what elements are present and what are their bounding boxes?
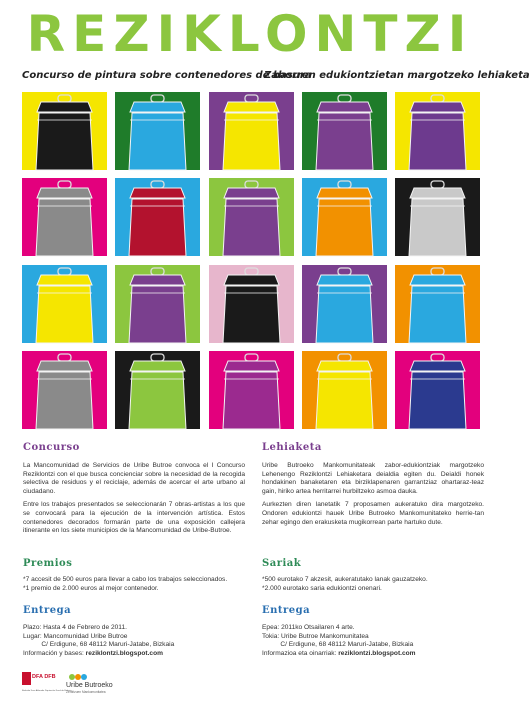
premios-text [23,576,245,593]
heading-premios: Premios [23,558,73,569]
artwork-tile [209,92,294,170]
entrega-eu-line-3: C/ Erdigune, 68 48112 Maruri-Jatabe, Bizkaia [262,641,414,649]
container-artwork-grid [22,92,480,429]
garbage-container-icon [395,351,480,429]
premios-line-2: *1 premio de 2.000 euros al mejor contenedor. [23,584,159,592]
artwork-tile [22,265,107,343]
garbage-container-icon [209,265,294,343]
entrega-es-text [23,624,245,658]
subtitle-basque: Zaborren edukiontzietan margotzeko lehiaketa [264,70,530,81]
garbage-container-icon [115,178,200,256]
garbage-container-icon [302,92,387,170]
garbage-container-icon [209,351,294,429]
entrega-es-line-1: Plazo: Hasta 4 de Febrero de 2011. [23,624,127,631]
concurso-paragraph-1: La Mancomunidad de Servicios de Uribe Butroe convoca el I Concurso Reziklontzi con el que busca concienciar sobre la necesidad de la recogida selectiva de residuos y el reciclaje, además de acercar el arte urbano al ciudadano. [23,462,245,495]
garbage-container-icon [115,351,200,429]
blog-link-eu[interactable]: reziklontzi.blogspot.com [338,649,416,657]
lehiaketa-text [262,462,484,532]
logo2-caption: Zerbitzuen Mankomunitatea [66,690,106,694]
garbage-container-icon [302,351,387,429]
artwork-tile [115,265,200,343]
lehiaketa-paragraph-1: Uribe Butroeko Mankomunitateak zabor-edukiontziak margotzeko Lehenengo Reziklontzi Lehiaketara deialdia egiten du. Deialdi honek hondakinen banaketaren eta birziklapenaren garrantziaz ohartaraz-teaz gain, hiriko artea herritarrei hurbiltzeko asmoa dauka. [262,462,484,495]
artwork-tile [115,92,200,170]
garbage-container-icon [22,92,107,170]
sariak-text [262,576,484,593]
artwork-tile [302,178,387,256]
uribe-butroeko-logo [66,672,138,694]
entrega-es-line-4 [23,650,245,659]
artwork-tile [302,265,387,343]
artwork-tile [395,92,480,170]
entrega-eu-line-2: Tokia: Uribe Butroe Mankomunitatea [262,632,369,640]
artwork-tile [395,178,480,256]
garbage-container-icon [22,265,107,343]
garbage-container-icon [395,92,480,170]
premios-line-1: *7 accesit de 500 euros para llevar a cabo los trabajos seleccionados. [23,576,228,583]
garbage-container-icon [22,351,107,429]
page-title: REZIKLONTZI [26,5,474,63]
heading-sariak: Sariak [262,558,302,569]
garbage-container-icon [395,265,480,343]
garbage-container-icon [395,178,480,256]
artwork-tile [115,178,200,256]
garbage-container-icon [115,92,200,170]
concurso-text [23,462,245,541]
artwork-tile [209,351,294,429]
entrega-es-line-2: Lugar: Mancomunidad Uribe Butroe [23,632,128,640]
entrega-es-line-3: C/ Erdigune, 68 48112 Maruri-Jatabe, Bizkaia [23,641,175,649]
heading-lehiaketa: Lehiaketa [262,442,322,453]
artwork-tile [115,351,200,429]
garbage-container-icon [302,178,387,256]
heading-entrega-es: Entrega [23,605,72,616]
heading-entrega-eu: Entrega [262,605,311,616]
logo2-text: Uribe Butroeko [66,682,113,689]
garbage-container-icon [115,265,200,343]
sariak-line-1: *500 eurotako 7 akzesit, aukeratutako lanak gauzatzeko. [262,576,428,583]
garbage-container-icon [22,178,107,256]
entrega-eu-text [262,624,484,658]
entrega-eu-line-4 [262,650,484,659]
artwork-tile [209,265,294,343]
heading-concurso: Concurso [23,442,80,453]
garbage-container-icon [209,178,294,256]
entrega-eu-line-1: Epea: 2011ko Otsailaren 4 arte. [262,624,355,631]
artwork-tile [302,351,387,429]
lehiaketa-paragraph-2: Aurkezten diren lanetatik 7 proposamen aukeratuko dira margotzeko. Ondoren edukiontzi hauek Uribe Butroeko Mankomunitateko herrie-tan zehar egingo den erakusketa mugikorrean parte hartuko dute. [262,501,484,526]
garbage-container-icon [302,265,387,343]
subtitle-spanish: Concurso de pintura sobre contenedores de basura [22,70,312,81]
artwork-tile [209,178,294,256]
artwork-tile [22,92,107,170]
entrega-eu-info-label: Informazioa eta oinarriak: [262,649,339,657]
sariak-line-2: *2.000 eurotako saria edukiontzi onenari. [262,584,382,592]
artwork-tile [22,351,107,429]
concurso-paragraph-2: Entre los trabajos presentados se seleccionarán 7 obras-artistas a los que se convocará para la ejecución de la intervención artística. Estos contenedores decorados formarán parte de una exposición callejera itinerante en los siete municipios de la Mancomunidad de Uribe-Butroe. [23,501,245,535]
artwork-tile [395,265,480,343]
artwork-tile [302,92,387,170]
garbage-container-icon [209,92,294,170]
artwork-tile [22,178,107,256]
blog-link-es[interactable]: reziklontzi.blogspot.com [85,649,163,657]
dfa-dfb-logo [22,672,72,694]
logo1-caption: Bizkaiko Foru Aldundia Diputación Foral de Bizkaia [22,690,72,692]
artwork-tile [395,351,480,429]
logo1-text: DFA DFB [32,674,56,680]
entrega-es-info-label: Información y bases: [23,649,86,657]
